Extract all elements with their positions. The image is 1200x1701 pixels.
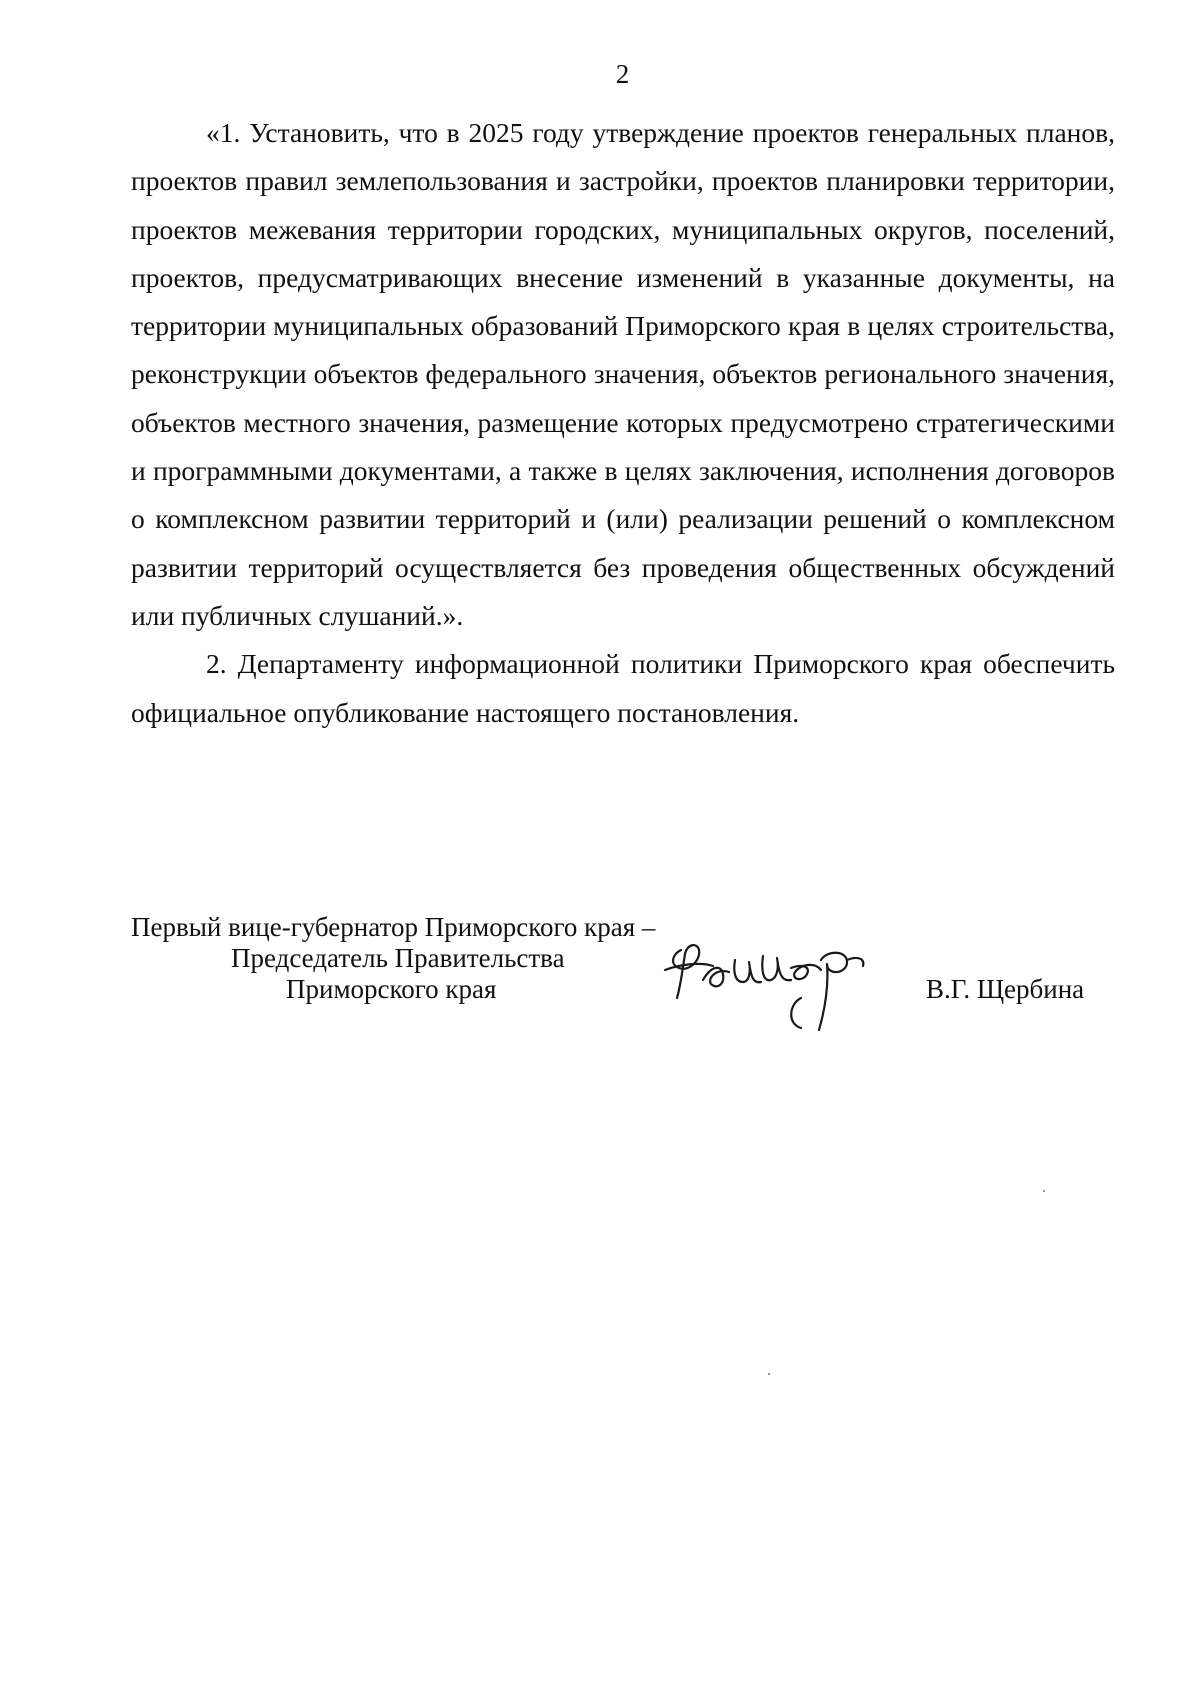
signatory-position-line3: Приморского края bbox=[286, 974, 497, 1004]
paragraph-1: «1. Установить, что в 2025 году утверждение проектов генеральных планов, проектов правил землепользования и застройки, проектов планировки территории, проектов межевания территории городских, муниципальных округов, поселений, проектов, предусматривающих внесение изменений в указанные документы, на территории муниципальных образований Приморского края в целях строительства, реконструкции объектов федерального значения, объектов регионального значения, объектов местного значения, размещение которых предусмотрено стратегическими и программными документами, а также в целях заключения, исполнения договоров о комплексном развитии территорий и (или) реализации решений о комплексном развитии территорий осуществляется без проведения общественных обсуждений или публичных слушаний.». bbox=[131, 117, 1115, 631]
paragraph-2: 2. Департаменту информационной политики Приморского края обеспечить официальное опубликование настоящего постановления. bbox=[131, 648, 1115, 728]
document-body bbox=[131, 109, 1115, 737]
scan-artifact-dot bbox=[1043, 1190, 1045, 1192]
scan-artifact-dot bbox=[768, 1373, 770, 1375]
signatory-position-line1: Первый вице-губернатор Приморского края – bbox=[131, 912, 656, 942]
page-number: 2 bbox=[615, 59, 630, 89]
signatory-name: В.Г. Щербина bbox=[926, 974, 1085, 1004]
signature-block bbox=[131, 912, 1121, 1042]
signatory-position-line2: Председатель Правительства bbox=[231, 943, 565, 973]
handwritten-signature bbox=[651, 920, 911, 1040]
